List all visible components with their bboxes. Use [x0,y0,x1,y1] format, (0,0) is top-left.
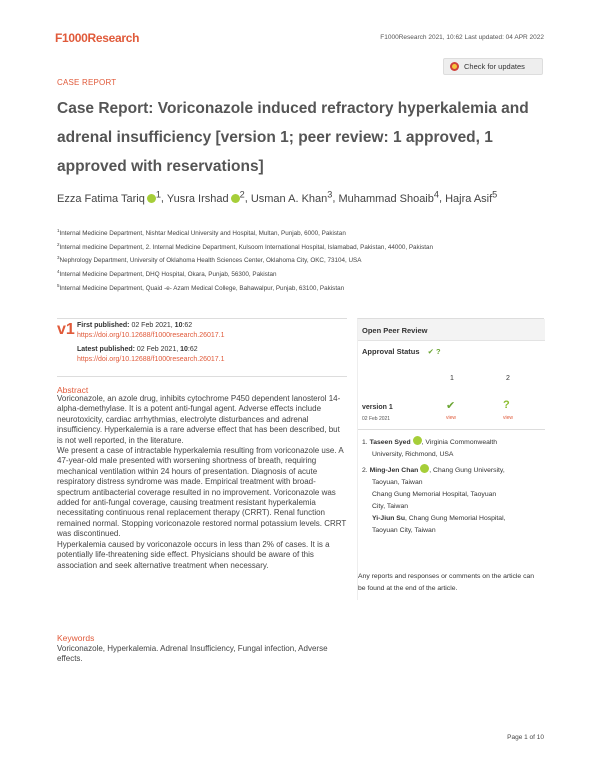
check-updates-label: Check for updates [464,62,525,71]
version-date: 02 Feb 2021 [362,416,391,422]
orcid-icon[interactable] [147,194,156,203]
first-published-doi-link[interactable]: https://doi.org/10.12688/f1000research.26017.1 [77,332,225,339]
orcid-icon[interactable] [420,464,429,473]
journal-logo[interactable]: F1000Research [55,31,140,45]
approval-status: Approval Status ✔ ? [362,347,441,356]
divider [358,429,545,430]
author[interactable]: Usman A. Khan$^3$ [250,189,333,205]
open-peer-review-heading: Open Peer Review [358,319,545,341]
header-meta: F1000Research 2021, 10:62 Last updated: 04 APR 2022 [380,34,544,41]
keywords-body: Voriconazole, Hyperkalemia. Adrenal Insufficiency, Fungal infection, Adverse effects. [57,644,328,664]
orcid-icon[interactable] [231,194,240,203]
first-published: First published: 02 Feb 2021, 10:62 https://doi.org/10.12688/f1000research.26017.1 [77,322,225,339]
affiliation: $^2$Internal medicine Department, 2. Internal Medicine Department, Kulsoom International Hospital, Islamabad, Pakistan, 44000, Pakistan [57,241,433,251]
orcid-icon[interactable] [413,436,422,445]
reviewer-list [362,436,542,540]
abstract-heading: Abstract [57,385,89,395]
author-list: Ezza Fatima Tariq $^1$, Yusra Irshad $^2$, Usman A. Khan$^3$, Muhammad Shoaib$^4$, Hajra Asif$^5$ [57,189,498,205]
affiliation: $^1$Internal Medicine Department, Nishtar Medical University and Hospital, Multan, Punjab, 6000, Pakistan [57,228,346,238]
abstract-body: Voriconazole, an azole drug, inhibits cytochrome P450 dependent lanosterol 14-alpha-demethylase. It is a potent anti-fungal agent. Adverse effects include neurotoxicity, cardiac arrhythmias, electrolyte disturbances and adrenal insufficiency. Hyperkalemia is a rare adverse effect that has been described, but is not well reported, in the literature. We present a case of intractable hyperkalemia resulting from voriconazole use. A 47-year-old male presented with worsening shortness of breath, requiring mechanical ventilation within 24 hours of presentation. Diagnosis of acute respiratory distress syndrome was made. Empirical treatment with broad-spectrum antibacterial coverage resulted in no improvement. Voriconazole was added for anti-fungal coverage, causing treatment resistant hyperkalemia necessitating continuous renal replacement therapy (CRRT). Renal function remained normal. Stopping voriconazole restored normal potassium levels. CRRT was discontinued. Hyperkalemia caused by voriconazole occurs in less than 2% of cases. It is a potentially life-threatening side effect. Physicians should be aware of this association and seek alternative treatment when necessary. [57,394,347,570]
reviewer-item: 1. Taseen Syed , Virginia Commonwealth University, Richmond, USA [362,436,542,461]
reservations-question-icon: ? [503,399,510,411]
publication-info [57,318,347,363]
affiliation: $^5$Internal Medicine Department, Quaid -e- Azam Medical College, Bahawalpur, Punjab, 63100, Pakistan [57,282,345,292]
author[interactable]: Muhammad Shoaib$^4$ [338,189,439,205]
approval-status-marks: ✔ ? [427,347,441,356]
check-for-updates-button[interactable] [443,58,543,75]
article-title: Case Report: Voriconazole induced refractory hyperkalemia and adrenal insufficiency [version 1; peer review: 1 approved, 1 approved with reservations] [57,100,529,175]
article-type: CASE REPORT [57,78,117,87]
peer-review-footnote: Any reports and responses or comments on the article can be found at the end of the article. [358,573,535,592]
open-peer-review-panel [357,318,544,600]
affiliation: $^3$Nephrology Department, University of Oklahoma Health Sciences Center, Oklahoma City, OKC, 73104, USA [57,255,362,265]
crossmark-icon [450,62,459,71]
approved-check-icon: ✔ [446,400,456,412]
author[interactable]: Yusra Irshad $^2$ [166,189,245,205]
divider [57,376,347,377]
version-badge: v1 [57,321,75,338]
keywords-heading: Keywords [57,633,95,643]
version-label: version 1 [362,404,393,411]
reviewer-item: 2. Ming-Jen Chan , Chang Gung University, Taoyuan, Taiwan Chang Gung Memorial Hospital, Taoyuan City, Taiwan Yi-Jiun Su, Chang Gung Memorial Hospital, Taoyuan City, Taiwan [362,464,542,537]
affiliations [57,226,547,294]
reviewer-column-2: 2 [506,375,510,382]
view-report-1-link[interactable]: view [446,415,457,421]
latest-published-doi-link[interactable]: https://doi.org/10.12688/f1000research.26017.1 [77,356,225,363]
author[interactable]: Ezza Fatima Tariq $^1$ [57,189,161,205]
latest-published: Latest published: 02 Feb 2021, 10:62 https://doi.org/10.12688/f1000research.26017.1 [77,346,225,363]
view-report-2-link[interactable]: view [503,415,514,421]
page-number: Page 1 of 10 [507,734,544,741]
reviewer-column-1: 1 [450,375,454,382]
author[interactable]: Hajra Asif$^5$ [445,189,498,205]
affiliation: $^4$Internal Medicine Department, DHQ Hospital, Okara, Punjab, 56300, Pakistan [57,269,277,279]
